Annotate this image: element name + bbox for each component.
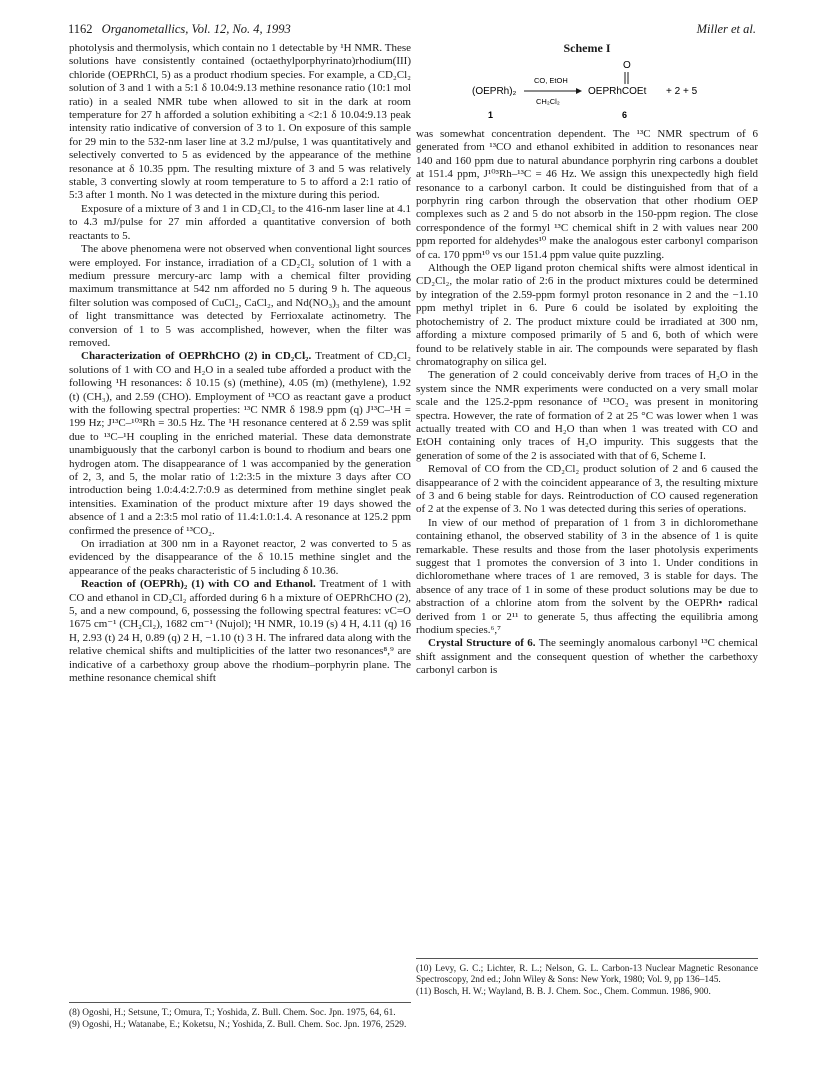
scheme-diagram bbox=[416, 58, 758, 128]
paragraph: was somewhat concentration dependent. The ¹³C NMR spectrum of 6 generated from ¹³CO and ethanol exhibited in addition to resonances near 140 and 160 ppm due to natural abundance porphyrin ring carbons a doublet at 151.4 ppm, J¹⁰³Rh–¹³C = 46 Hz. We assign this unexpectedly high field resonance to a carbonyl carbon. It could be distinguished from that of a porphyrin ring carbon through the observation that other rhodium OEP complexes such as 2 and 5 do not absorb in the 150-ppm region. The close correspondence of the formyl ¹³C chemical shift in 2 with values near 200 ppm reported for aldehydes¹⁰ make the analogous ester carbonyl comparison of ca. 170 ppm¹⁰ vs our 151.4 ppm value quite puzzling. bbox=[416, 128, 758, 261]
scheme-reagents-bottom: CH₂Cl₂ bbox=[536, 97, 560, 106]
footnote: (11) Bosch, H. W.; Wayland, B. B. J. Chem. Soc., Chem. Commun. 1986, 900. bbox=[416, 987, 711, 997]
paragraph: On irradiation at 300 nm in a Rayonet reactor, 2 was converted to 5 as evidenced by the disappearance of the δ 10.15 methine singlet and the appearance of the peaks characteristic of 5 including δ 10.36. bbox=[69, 538, 411, 577]
page-number: 1162 bbox=[68, 22, 93, 36]
paragraph bbox=[69, 350, 411, 538]
scheme-title: Scheme I bbox=[563, 41, 611, 55]
footnotes-right bbox=[416, 964, 758, 999]
paragraph bbox=[416, 637, 758, 677]
paragraph: Exposure of a mixture of 3 and 1 in CD₂Cl₂ to the 416-nm laser line at 4.1 to 4.3 mJ/pulse for 27 min afforded a quantitative conversion of both reactants to 5. bbox=[69, 202, 411, 242]
footnotes-left bbox=[69, 1008, 411, 1032]
carbonyl-oxygen: O bbox=[623, 60, 631, 71]
scheme-figure bbox=[416, 42, 758, 128]
paragraph: The above phenomena were not observed when conventional light sources were employed. For instance, irradiation of a CD₂Cl₂ solution of 1 with a medium pressure mercury-arc lamp with a chemical filter providing maximum transmittance at 542 nm afforded no 5 during 9 h. The aqueous filter solution was composed of CuCl₂, CaCl₂, and Nd(NO₃)₃ and the amount of light transmittance was detected by Ferrioxalate actinometry. The conversion of 1 to 5 was accomplished, however, when the filter was removed. bbox=[69, 243, 411, 349]
compound-label-1: 1 bbox=[488, 110, 494, 120]
running-header-authors: Miller et al. bbox=[696, 22, 756, 36]
footnote: (8) Ogoshi, H.; Setsune, T.; Omura, T.; Yoshida, Z. Bull. Chem. Soc. Jpn. 1975, 64, 61. bbox=[69, 1008, 396, 1018]
reaction-arrow-head bbox=[576, 88, 582, 94]
scheme-reagents-top: CO, EtOH bbox=[534, 76, 568, 85]
footnote: (9) Ogoshi, H.; Watanabe, E.; Koketsu, N.; Yoshida, Z. Bull. Chem. Soc. Jpn. 1976, 2529. bbox=[69, 1020, 407, 1030]
paragraph: Although the OEP ligand proton chemical shifts were almost identical in CD₂Cl₂, the molar ratio of 2:6 in the product mixtures could be determined by integration of the 2.59-ppm formyl proton resonance in 2 and the −1.10 ppm methyl triplet in 6. Pure 6 could be isolated by exploiting the photochemistry of 2. The product mixture could be irradiated at 300 nm, affording a mixture composed primarily of 5 and 6, both of which were found to be relatively stable in air. The compounds were separated by flash chromatography on silica gel. bbox=[416, 262, 758, 368]
paragraph: In view of our method of preparation of 1 from 3 in dichloromethane containing ethanol, the observed stability of 3 in the absence of 1 is quite remarkable. These results and those from the laser photolysis experiments suggest that 1 promotes the conversion of 3 into 1. Under conditions in dichloromethane where traces of 1 are removed, 3 is stable for days. The absence of any trace of 1 in some of these product solutions may be due to abstraction of a chlorine atom from the solvent by the OEPRh• radical derived from 1 or 2¹¹ to generate 5, thus affecting the equilibria among rhodium species.⁶,⁷ bbox=[416, 516, 758, 637]
compound-label-6: 6 bbox=[622, 110, 628, 120]
paragraph: The generation of 2 could conceivably derive from traces of H₂O in the system since the NMR experiments were conducted on a very small molar scale and the 125.2-ppm resonance of ¹³CO₂ was present in monitoring spectra. However, the rate of formation of 2 at 25 °C was lower when 1 was actually treated with CO and H₂O than when 1 was treated with CO and EtOH containing only traces of H₂O impurity. This suggests that the generation of some of the 2 is associated with that of 6, Scheme I. bbox=[416, 369, 758, 462]
left-column bbox=[69, 42, 411, 686]
running-header-left bbox=[68, 22, 291, 37]
scheme-reactant: (OEPRh)₂ bbox=[472, 86, 517, 97]
scheme-product: OEPRhCOEt bbox=[588, 86, 647, 97]
section-heading: Characterization of OEPRhCHO (2) in CD₂Cl₂. bbox=[81, 350, 312, 363]
footnote-rule bbox=[69, 1002, 411, 1003]
paragraph: photolysis and thermolysis, which contain no 1 detectable by ¹H NMR. These solutions have consistently contained (octaethylporphyrinato)rhodium(III) chloride (OEPRhCl, 5) as a product rhodium species. For example, a CD₂Cl₂ solution of 3 and 1 with a 5:1 δ 10.04:9.13 methine resonance ratio (10:1 mol ratio) in a sealed NMR tube when allowed to sit in the dark at room temperature for 27 h afforded a solution exhibiting a <2:1 δ 10.04:9.13 peak intensity ratio indicative of conversion of 3 to 1. On exposure of this sample for 29 min to the 532-nm laser line at 3.2 mJ/pulse, 1 was quantitatively and selectively converted to 5 as evidenced by the appearance of the methine resonance at δ 10.35 ppm. The resulting mixture of 3 and 5 was relatively stable, 3 converting slowly at room temperature to 5 to afford a 2:1 ratio of 5:3 after 1 month. No 1 was detected in the mixture during this period. bbox=[69, 42, 411, 202]
paragraph-body: Treatment of CD₂Cl₂ solutions of 1 with CO and H₂O in a sealed tube afforded a product with the following ¹H resonances: δ 10.15 (s) (methine), 4.05 (m) (methylene), 1.92 (t) (CH₃), and 2.59 (CHO). Employment of ¹³CO as reactant gave a product with the following spectral properties: ¹³C NMR δ 198.9 ppm (q) J¹³C–¹H = 199 Hz; J¹³C–¹⁰³Rh = 30.5 Hz. The ¹H resonance centered at δ 2.59 was split due to ¹³C–¹H coupling in the enriched material. These data demonstrate unambiguously that the carbonyl carbon is bound to rhodium and bears one hydrogen atom. The disappearance of 1 was accompanied by the generation of 2, 3, and 5, the molar ratio of 1:2:3:5 in the mixture 3 days after CO introduction being 1.0:4.4:2.7:0.9 as determined from methine singlet peak intensities. Examination of the product mixture after 19 days showed the absence of 1 and a 2:3:5 mol ratio of 11.4:1.0:1.4. A resonance at 125.2 ppm confirmed the presence of ¹³CO₂. bbox=[69, 350, 411, 537]
journal-citation: Organometallics, Vol. 12, No. 4, 1993 bbox=[101, 22, 291, 36]
paragraph-body: Treatment of 1 with CO and ethanol in CD₂Cl₂ afforded during 6 h a mixture of OEPRhCHO (2), 5, and a new compound, 6, possessing the following spectral features: νC=O 1675 cm⁻¹ (CH₂Cl₂), 1682 cm⁻¹ (Nujol); ¹H NMR, 10.19 (s) 4 H, 4.11 (q) 16 H, 2.93 (t) 24 H, 0.89 (q) 2 H, −1.10 (t) 3 H. The infrared data along with the relative chemical shifts and multiplicities of the latter two resonances⁸,⁹ are indicative of a carbethoxy group above the rhodium–porphyrin plane. The methine resonance chemical shift bbox=[69, 578, 412, 685]
paragraph: Removal of CO from the CD₂Cl₂ product solution of 2 and 6 caused the disappearance of 2 with the coincident appearance of 3, the resulting mixture of 3 and 6 being stable for days. Reintroduction of CO caused regeneration of 2 at the expense of 3. No 1 was detected during this series of operations. bbox=[416, 463, 758, 516]
paragraph bbox=[69, 578, 411, 685]
footnote: (10) Levy, G. C.; Lichter, R. L.; Nelson, G. L. Carbon-13 Nuclear Magnetic Resonance Spectroscopy, 2nd ed.; John Wiley & Sons: New York, 1980; Vol. 9, pp 136–145. bbox=[416, 964, 758, 985]
scheme-side-products: + 2 + 5 bbox=[666, 86, 698, 97]
section-heading: Reaction of (OEPRh)₂ (1) with CO and Ethanol. bbox=[81, 578, 316, 591]
right-column bbox=[416, 42, 758, 678]
section-heading: Crystal Structure of 6. bbox=[428, 637, 536, 650]
footnote-rule bbox=[416, 958, 758, 959]
paragraph-body: The seemingly anomalous carbonyl ¹³C chemical shift assignment and the consequent question of whether the carbethoxy carbonyl carbon is bbox=[416, 637, 758, 677]
